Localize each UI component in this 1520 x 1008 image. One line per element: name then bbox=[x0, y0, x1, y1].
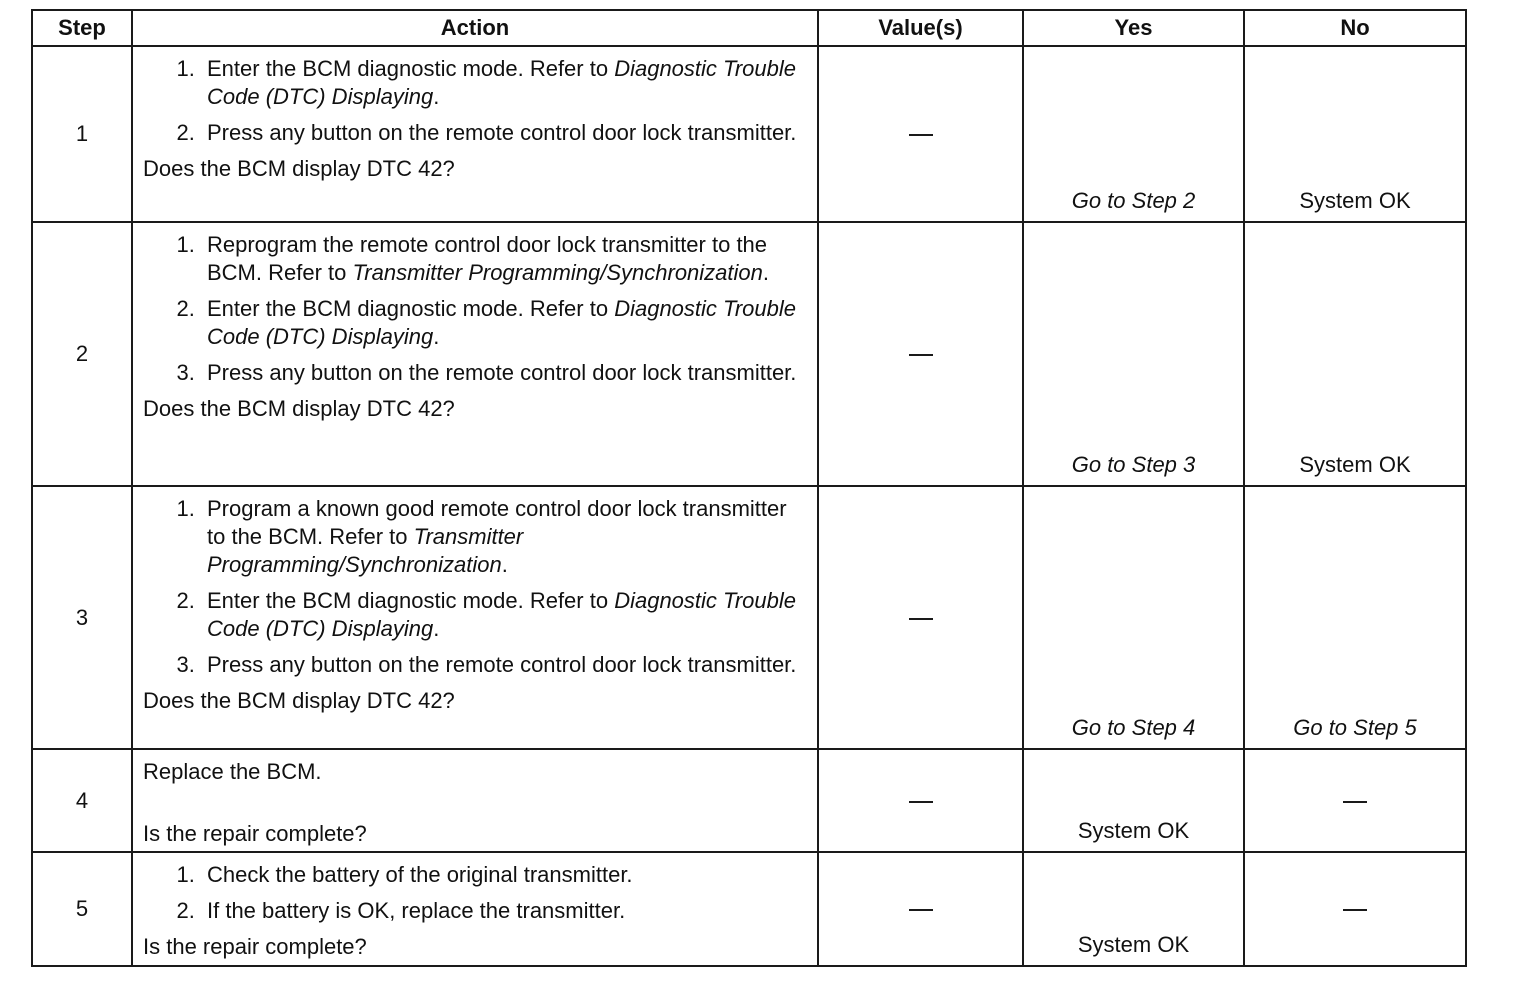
em-dash bbox=[909, 354, 933, 356]
table-row bbox=[32, 46, 1466, 222]
action-text: Replace the BCM. bbox=[143, 759, 322, 784]
value-cell bbox=[818, 852, 1023, 966]
action-item: 1. Enter the BCM diagnostic mode. Refer to Diagnostic Trouble Code (DTC) Displaying. bbox=[201, 55, 809, 111]
yes-cell: Go to Step 3 bbox=[1023, 222, 1244, 486]
step-number: 1 bbox=[32, 46, 132, 222]
step-number: 3 bbox=[32, 486, 132, 749]
action-list bbox=[143, 495, 809, 679]
em-dash bbox=[909, 618, 933, 620]
value-cell bbox=[818, 486, 1023, 749]
action-cell bbox=[132, 486, 818, 749]
header-step: Step bbox=[32, 10, 132, 46]
yes-cell: System OK bbox=[1023, 749, 1244, 852]
header-no: No bbox=[1244, 10, 1466, 46]
value-cell bbox=[818, 222, 1023, 486]
action-question: Does the BCM display DTC 42? bbox=[143, 688, 455, 713]
diagnostic-table bbox=[31, 9, 1467, 967]
step-number: 5 bbox=[32, 852, 132, 966]
em-dash bbox=[909, 909, 933, 911]
header-values: Value(s) bbox=[818, 10, 1023, 46]
action-question: Is the repair complete? bbox=[143, 821, 367, 846]
no-cell: System OK bbox=[1244, 222, 1466, 486]
no-cell: Go to Step 5 bbox=[1244, 486, 1466, 749]
em-dash bbox=[1343, 909, 1367, 911]
action-item: 1. Reprogram the remote control door lock transmitter to the BCM. Refer to Transmitter Programming/Synchronization. bbox=[201, 231, 809, 287]
step-number: 4 bbox=[32, 749, 132, 852]
action-cell bbox=[132, 222, 818, 486]
no-cell bbox=[1244, 749, 1466, 852]
action-item: 3. Press any button on the remote control door lock transmitter. bbox=[201, 651, 809, 679]
action-list bbox=[143, 55, 809, 147]
action-item: 3. Press any button on the remote control door lock transmitter. bbox=[201, 359, 809, 387]
action-item: 2. Enter the BCM diagnostic mode. Refer to Diagnostic Trouble Code (DTC) Displaying. bbox=[201, 587, 809, 643]
em-dash bbox=[1343, 801, 1367, 803]
yes-cell: Go to Step 4 bbox=[1023, 486, 1244, 749]
action-item: 2. If the battery is OK, replace the transmitter. bbox=[201, 897, 809, 925]
action-item: 2. Enter the BCM diagnostic mode. Refer to Diagnostic Trouble Code (DTC) Displaying. bbox=[201, 295, 809, 351]
action-question: Is the repair complete? bbox=[143, 934, 367, 959]
table-row bbox=[32, 222, 1466, 486]
yes-cell: Go to Step 2 bbox=[1023, 46, 1244, 222]
action-cell bbox=[132, 46, 818, 222]
value-cell bbox=[818, 749, 1023, 852]
action-item: 2. Press any button on the remote control door lock transmitter. bbox=[201, 119, 809, 147]
action-item: 1. Program a known good remote control door lock transmitter to the BCM. Refer to Transmitter Programming/Synchronization. bbox=[201, 495, 809, 579]
no-cell bbox=[1244, 852, 1466, 966]
action-list bbox=[143, 231, 809, 387]
action-list bbox=[143, 861, 809, 925]
no-cell: System OK bbox=[1244, 46, 1466, 222]
action-item: 1. Check the battery of the original transmitter. bbox=[201, 861, 809, 889]
em-dash bbox=[909, 134, 933, 136]
action-cell bbox=[132, 852, 818, 966]
action-cell bbox=[132, 749, 818, 852]
action-question: Does the BCM display DTC 42? bbox=[143, 156, 455, 181]
table-row bbox=[32, 486, 1466, 749]
header-yes: Yes bbox=[1023, 10, 1244, 46]
step-number: 2 bbox=[32, 222, 132, 486]
action-question: Does the BCM display DTC 42? bbox=[143, 396, 455, 421]
header-action: Action bbox=[132, 10, 818, 46]
header-row bbox=[32, 10, 1466, 46]
value-cell bbox=[818, 46, 1023, 222]
em-dash bbox=[909, 801, 933, 803]
table-row bbox=[32, 749, 1466, 852]
yes-cell: System OK bbox=[1023, 852, 1244, 966]
table-row bbox=[32, 852, 1466, 966]
